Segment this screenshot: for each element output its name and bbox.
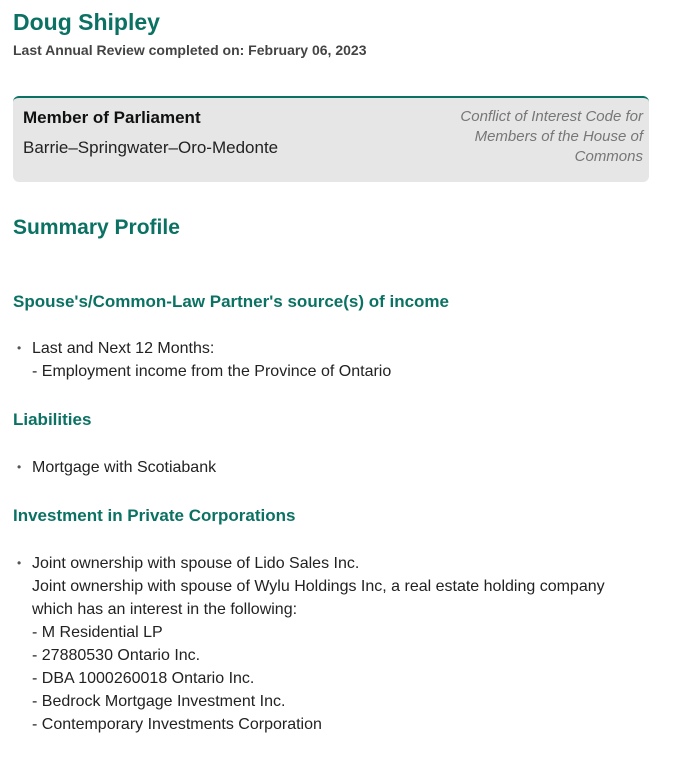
liabilities-list	[13, 456, 675, 479]
list-item-line: - Bedrock Mortgage Investment Inc.	[32, 693, 286, 710]
list-item-line: - Contemporary Investments Corporation	[32, 716, 322, 733]
list-item	[13, 552, 675, 736]
list-item-line: Joint ownership with spouse of Lido Sales Inc.	[32, 555, 360, 572]
last-review-date: Last Annual Review completed on: February 06, 2023	[13, 42, 367, 58]
bullet-icon: •	[17, 556, 22, 570]
investments-list	[13, 552, 675, 736]
list-item-line: Mortgage with Scotiabank	[32, 459, 217, 476]
investments-heading: Investment in Private Corporations	[13, 506, 296, 525]
list-item-line: which has an interest in the following:	[32, 601, 298, 618]
list-item-line: Joint ownership with spouse of Wylu Holdings Inc, a real estate holding company	[32, 578, 605, 595]
bullet-icon: •	[17, 460, 22, 474]
conflict-code-label: Conflict of Interest Code for Members of the House of Commons	[460, 108, 643, 165]
role-box	[13, 96, 649, 182]
liabilities-heading: Liabilities	[13, 410, 92, 429]
list-item	[13, 456, 675, 479]
bullet-icon: •	[17, 341, 22, 355]
list-item-line: - 27880530 Ontario Inc.	[32, 647, 201, 664]
spouse-income-heading: Spouse's/Common-Law Partner's source(s) of income	[13, 292, 450, 311]
riding-name: Barrie–Springwater–Oro-Medonte	[23, 138, 279, 157]
list-item-line: - Employment income from the Province of Ontario	[32, 363, 392, 380]
list-item	[13, 337, 675, 383]
role-title: Member of Parliament	[23, 108, 201, 127]
summary-profile-heading: Summary Profile	[13, 216, 180, 239]
member-name: Doug Shipley	[13, 9, 160, 35]
list-item-line: - DBA 1000260018 Ontario Inc.	[32, 670, 255, 687]
spouse-income-list	[13, 337, 675, 383]
list-item-line: - M Residential LP	[32, 624, 163, 641]
list-item-line: Last and Next 12 Months:	[32, 340, 215, 357]
